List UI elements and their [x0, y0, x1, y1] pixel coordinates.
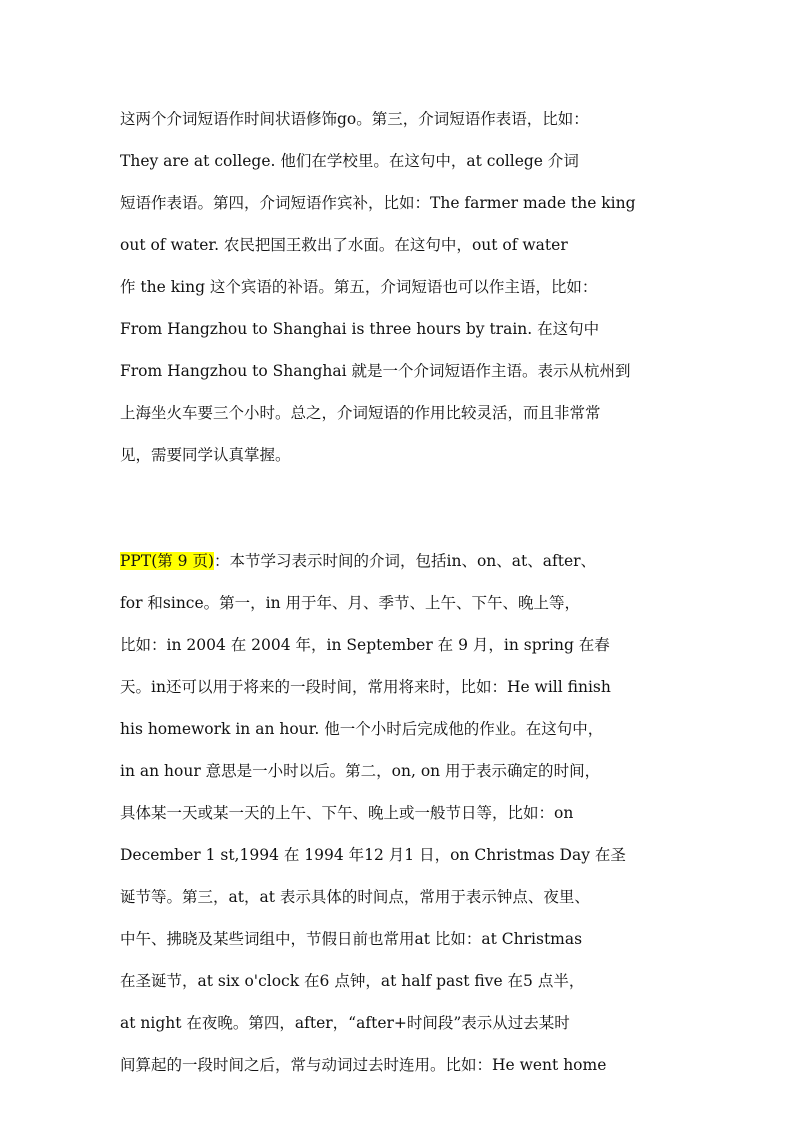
- text-line: at night 在夜晚。第四，after，“after+时间段”表示从过去某时: [120, 1014, 570, 1032]
- text-line: 具体某一天或某一天的上午、下午、晚上或一般节日等，比如：on: [120, 804, 574, 822]
- text-line: 见，需要同学认真掌握。: [120, 446, 291, 464]
- text-line: 在圣诞节，at six o'clock 在6 点钟，at half past five 在5 点半，: [120, 972, 585, 990]
- text-line: From Hangzhou to Shanghai 就是一个介词短语作主语。表示从杭州到: [120, 362, 631, 380]
- text-line-rest: ：本节学习表示时间的介词，包括in、on、at、after、: [214, 552, 597, 570]
- text-line: 诞节等。第三，at，at 表示具体的时间点，常用于表示钟点、夜里、: [120, 888, 590, 906]
- paragraph-time-prepositions: [120, 540, 700, 1086]
- text-line: his homework in an hour. 他一个小时后完成他的作业。在这句中，: [120, 720, 604, 738]
- text-line: From Hangzhou to Shanghai is three hours by train. 在这句中: [120, 320, 600, 338]
- text-line: out of water. 农民把国王救出了水面。在这句中，out of water: [120, 236, 568, 254]
- text-line: 作 the king 这个宾语的补语。第五，介词短语也可以作主语，比如：: [120, 278, 598, 296]
- text-line: 短语作表语。第四，介词短语作宾补，比如：The farmer made the king: [120, 194, 636, 212]
- text-line: They are at college. 他们在学校里。在这句中，at college 介词: [120, 152, 579, 170]
- paragraph-prepositional-phrases: [120, 98, 700, 476]
- text-line: 天。in还可以用于将来的一段时间，常用将来时，比如：He will finish: [120, 678, 611, 696]
- text-line: 上海坐火车要三个小时。总之，介词短语的作用比较灵活，而且非常常: [120, 404, 601, 422]
- text-line: 间算起的一段时间之后，常与动词过去时连用。比如：He went home: [120, 1056, 607, 1074]
- text-line: 这两个介词短语作时间状语修饰go。第三，介词短语作表语，比如：: [120, 110, 589, 128]
- text-line-first: [120, 540, 700, 582]
- text-line: for 和since。第一，in 用于年、月、季节、上午、下午、晚上等，: [120, 594, 581, 612]
- ppt-page-label: PPT(第 9 页): [120, 552, 215, 570]
- text-line: in an hour 意思是一小时以后。第二，on, on 用于表示确定的时间，: [120, 762, 601, 780]
- text-line: 中午、拂晓及某些词组中，节假日前也常用at 比如：at Christmas: [120, 930, 583, 948]
- text-line: 比如：in 2004 在 2004 年，in September 在 9 月，in spring 在春: [120, 636, 610, 654]
- text-line: December 1 st,1994 在 1994 年12 月1 日，on Christmas Day 在圣: [120, 846, 626, 864]
